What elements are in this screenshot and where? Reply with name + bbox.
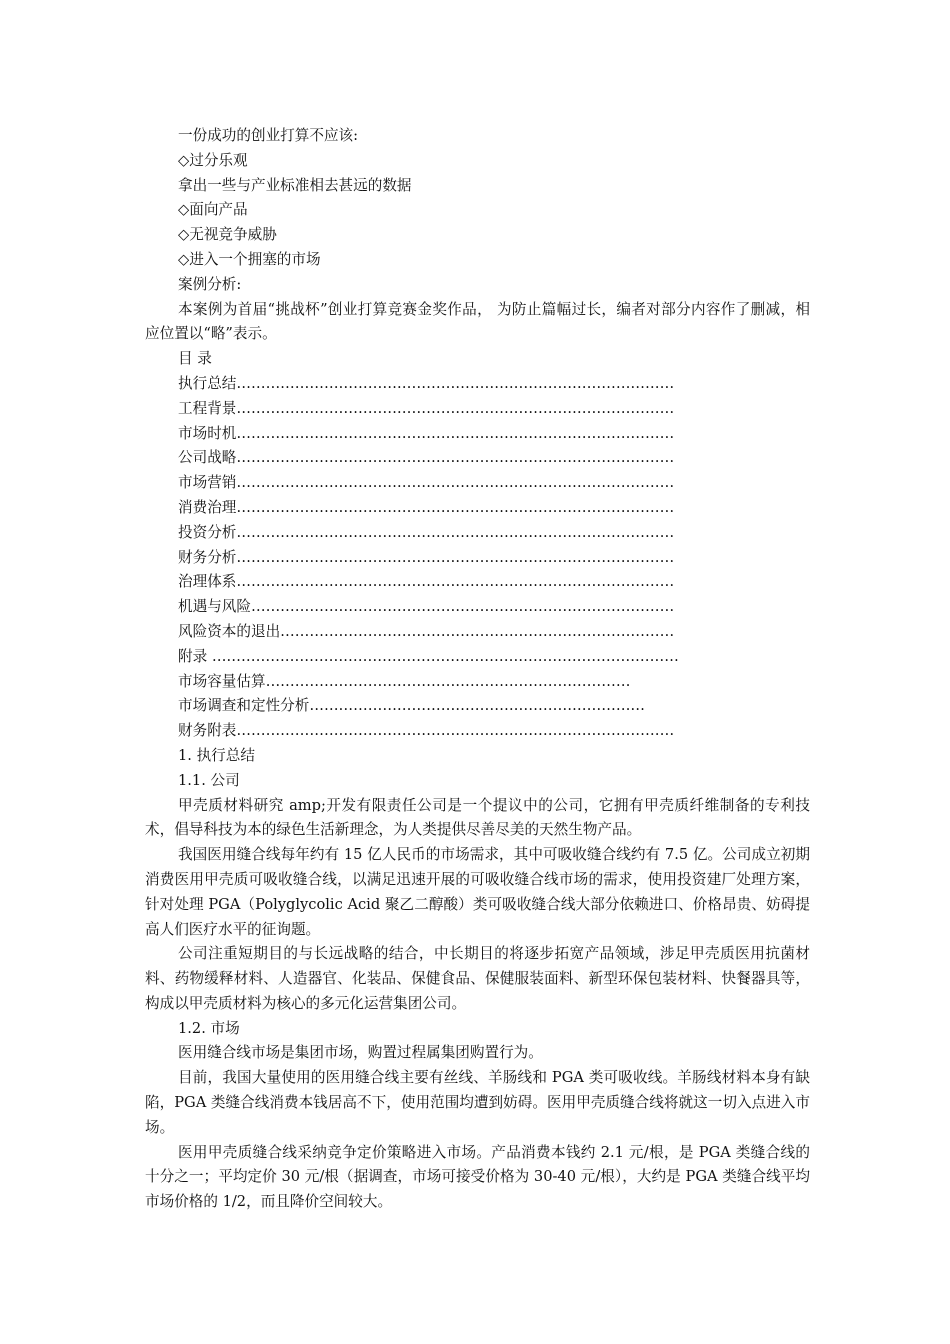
toc-entry: 公司战略……………………………………………………………………………… — [178, 449, 675, 467]
toc-entry: 市场时机……………………………………………………………………………… — [178, 424, 675, 442]
intro-item: ◇过分乐观 — [178, 151, 248, 169]
intro-item: 拿出一些与产业标准相去甚远的数据 — [178, 176, 412, 194]
toc-entry: 风险资本的退出……………………………………………………………………… — [178, 622, 675, 640]
body-paragraph: 我国医用缝合线每年约有 15 亿人民币的市场需求，其中可吸收缝合线约有 7.5 亿。公司成立初期消费医用甲壳质可吸收缝合线，以满足迅速开展的可吸收缝合线市场的需求，使用投资建厂处理方案，针对处理 PGA（Polyglycolic Acid 聚乙二醇酸）类可吸收缝合线大部分依赖进口、价格昂贵、妨碍提高人们医疗水平的征询题。 — [145, 846, 810, 938]
toc-entry: 投资分析……………………………………………………………………………… — [178, 523, 675, 541]
subsection-title: 1.2. 市场 — [178, 1019, 240, 1037]
toc-entry: 财务分析……………………………………………………………………………… — [178, 548, 675, 566]
intro-heading: 一份成功的创业打算不应该: — [178, 127, 359, 144]
section-title: 1. 执行总结 — [178, 746, 255, 764]
body-paragraph: 医用甲壳质缝合线采纳竞争定价策略进入市场。产品消费本钱约 2.1 元/根，是 PGA 类缝合线的十分之一；平均定价 30 元/根（据调查，市场可接受价格为 30-40 元/根），大约是 PGA 类缝合线平均市场价格的 1/2，而且降价空间较大。 — [145, 1143, 810, 1211]
toc-entry: 财务附表……………………………………………………………………………… — [178, 722, 675, 740]
toc-title: 目 录 — [178, 350, 212, 368]
toc-entry: 附录 …………………………………………………………………………………… — [178, 647, 679, 665]
intro-item: ◇无视竞争威胁 — [178, 226, 277, 244]
toc-entry: 消费治理……………………………………………………………………………… — [178, 498, 675, 516]
toc-entry: 治理体系……………………………………………………………………………… — [178, 573, 675, 591]
body-paragraph: 甲壳质材料研究 amp;开发有限责任公司是一个提议中的公司，它拥有甲壳质纤维制备的专利技术，倡导科技为本的绿色生活新理念，为人类提供尽善尽美的天然生物产品。 — [145, 796, 810, 839]
body-paragraph: 目前，我国大量使用的医用缝合线主要有丝线、羊肠线和 PGA 类可吸收线。羊肠线材料本身有缺陷，PGA 类缝合线消费本钱居高不下，使用范围均遭到妨碍。医用甲壳质缝合线将就这一切入点进入市场。 — [145, 1069, 810, 1136]
body-paragraph: 医用缝合线市场是集团市场，购置过程属集团购置行为。 — [178, 1044, 543, 1062]
toc-entry: 机遇与风险…………………………………………………………………………… — [178, 598, 675, 616]
toc-entry: 执行总结……………………………………………………………………………… — [178, 374, 675, 392]
toc-entry: 市场调查和定性分析…………………………………………………………… — [178, 697, 646, 715]
toc-entry: 工程背景……………………………………………………………………………… — [178, 399, 675, 417]
subsection-title: 1.1. 公司 — [178, 771, 240, 789]
case-paragraph: 本案例为首届“挑战杯”创业打算竞赛金奖作品， 为防止篇幅过长，编者对部分内容作了删减，相应位置以“略”表示。 — [145, 300, 810, 343]
table-of-contents — [145, 372, 810, 744]
toc-entry: 市场容量估算………………………………………………………………… — [178, 672, 631, 690]
intro-item: ◇面向产品 — [178, 201, 248, 219]
body-paragraph: 公司注重短期目的与长远战略的结合，中长期目的将逐步拓宽产品领域，涉足甲壳质医用抗菌材料、药物缓释材料、人造器官、化装品、保健食品、保健服装面料、新型环保包装材料、快餐器具等，构成以甲壳质材料为核心的多元化运营集团公司。 — [145, 945, 810, 1012]
toc-entry: 市场营销……………………………………………………………………………… — [178, 474, 675, 492]
intro-item: ◇进入一个拥塞的市场 — [178, 250, 321, 268]
case-label: 案例分析: — [178, 275, 242, 293]
document-page — [145, 124, 810, 1215]
